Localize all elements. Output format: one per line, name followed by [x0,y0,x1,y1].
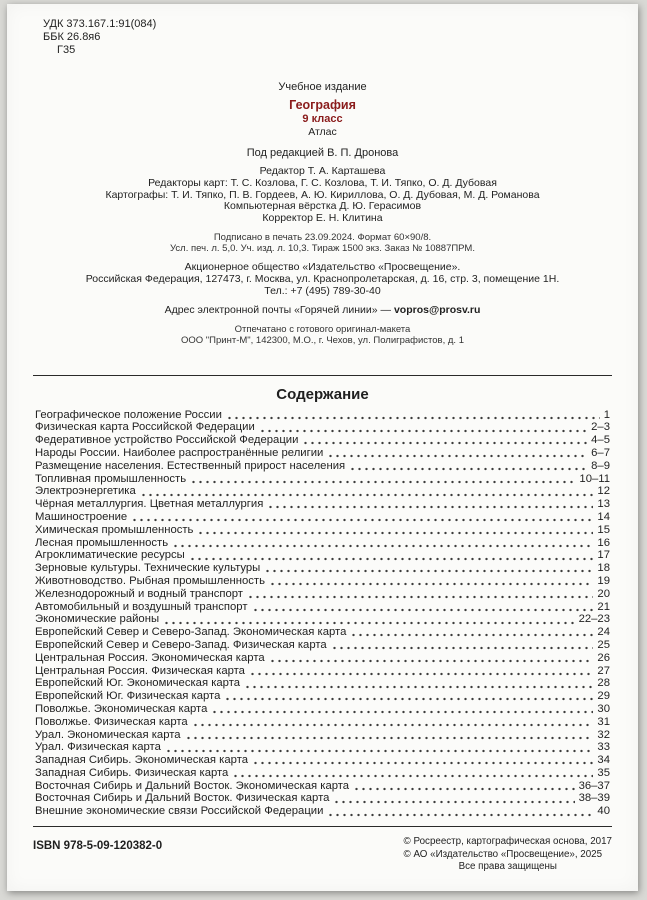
toc-entry-page: 29 [597,690,610,703]
toc-list [29,409,616,819]
toc-entry-title: Европейский Север и Северо-Запад. Физическая карта [35,638,327,651]
divider-top [33,375,612,376]
cartographers-line: Картографы: Т. И. Тяпко, П. В. Гордеев, А. Ю. Кириллова, О. Д. Дубовая, М. Д. Романова [105,188,540,201]
publisher-name: Акционерное общество «Издательство «Просвещение». [184,260,461,273]
dot-leader [327,805,593,818]
toc-entry [35,421,610,434]
toc-entry [35,729,610,742]
toc-entry [35,434,610,447]
print-info-line-2: Усл. печ. л. 5,0. Уч. изд. л. 10,3. Тираж 1500 экз. Заказ № 10887ПРМ. [170,242,475,254]
dot-leader [252,601,594,614]
dot-leader [331,639,594,652]
dot-leader [252,754,593,767]
copyright-block [404,836,612,874]
toc-entry-page: 36–37 [578,779,610,792]
book-subtitle: Атлас [308,126,337,138]
toc-entry [35,613,610,626]
toc-entry-page: 40 [597,805,610,818]
publisher-block [29,261,616,297]
imprint-block [29,81,616,347]
toc-entry-page: 13 [597,498,610,511]
toc-entry-page: 28 [597,677,610,690]
toc-entry-title: Урал. Физическая карта [35,741,161,754]
copyright-line-2: © АО «Издательство «Просвещение», 2025 [403,848,603,860]
toc-entry-page: 31 [597,715,610,728]
edited-by: Под редакцией В. П. Дронова [246,147,399,159]
dot-leader [190,473,575,486]
toc-entry [35,805,610,818]
dot-leader [185,729,594,742]
toc-entry-title: Внешние экономические связи Российской Федерации [35,805,324,818]
toc-entry-title: Западная Сибирь. Экономическая карта [35,754,249,767]
toc-entry-page: 16 [597,536,610,549]
printer-block [29,325,616,347]
isbn: ISBN 978-5-09-120382-0 [33,840,163,853]
toc-entry-page: 19 [597,574,610,587]
divider-bottom [33,826,612,827]
hotline-label: Адрес электронной почты «Горячей линии» — [164,303,394,316]
toc-entry [35,511,610,524]
bbk-line: ББК 26.8я6 [43,31,101,43]
printed-from-line: Отпечатано с готового оригинал-макета [234,323,411,335]
toc-entry-title: Поволжье. Физическая карта [35,715,188,728]
toc-entry-page: 14 [597,510,610,523]
toc-entry [35,741,610,754]
toc-entry-title: Центральная Россия. Экономическая карта [35,651,265,664]
dot-leader [264,562,593,575]
toc-entry-page: 32 [597,728,610,741]
copyright-line-1: © Росреестр, картографическая основа, 2017 [403,836,612,848]
dot-leader [131,511,593,524]
toc-entry [35,473,610,486]
toc-entry-page: 8–9 [591,459,610,472]
dot-leader [244,677,593,690]
dot-leader [269,652,594,665]
classification-block [43,18,616,57]
toc-entry [35,575,610,588]
dot-leader [259,421,587,434]
dot-leader [224,690,593,703]
toc-entry [35,754,610,767]
dot-leader [302,434,587,447]
toc-entry [35,639,610,652]
dot-leader [353,780,574,793]
contents-title: Содержание [276,385,369,403]
dot-leader [172,537,593,550]
toc-entry-title: Народы России. Наиболее распространённые религии [35,446,324,459]
toc-entry-page: 38–39 [578,792,610,805]
toc-entry [35,409,610,422]
toc-entry-title: Химическая промышленность [35,523,194,536]
toc-entry-page: 4–5 [591,434,610,447]
toc-entry-page: 21 [597,600,610,613]
toc-entry [35,716,610,729]
dot-leader [249,665,593,678]
toc-entry-title: Западная Сибирь. Физическая карта [35,766,229,779]
dot-leader [333,792,574,805]
book-title: География [289,98,356,112]
toc-entry-title: Агроклиматические ресурсы [35,549,185,562]
print-info-block [29,232,616,254]
toc-entry-page: 27 [597,664,610,677]
publisher-phone: Тел.: +7 (495) 789-30-40 [264,284,381,297]
hotline-line [29,304,616,316]
toc-entry-title: Физическая карта Российской Федерации [35,421,255,434]
toc-entry-title: Экономические районы [35,613,160,626]
toc-entry-title: Географическое положение России [35,408,222,421]
toc-entry-title: Европейский Юг. Физическая карта [35,690,221,703]
toc-entry-page: 17 [597,549,610,562]
toc-entry-title: Автомобильный и воздушный транспорт [35,600,248,613]
toc-entry [35,677,610,690]
toc-entry-page: 34 [597,754,610,767]
toc-entry-title: Машиностроение [35,510,128,523]
toc-entry-title: Центральная Россия. Физическая карта [35,664,245,677]
toc-entry-title: Поволжье. Экономическая карта [35,702,208,715]
toc-entry-page: 30 [597,702,610,715]
toc-entry [35,665,610,678]
toc-entry [35,652,610,665]
toc-entry [35,767,610,780]
toc-entry [35,485,610,498]
toc-entry-page: 25 [597,638,610,651]
dot-leader [269,575,593,588]
dot-leader [232,767,593,780]
toc-entry-page: 26 [597,651,610,664]
printer-line: ООО "Принт-М", 142300, М.О., г. Чехов, ул. Полиграфистов, д. 1 [181,334,464,346]
toc-entry-title: Размещение населения. Естественный прирост населения [35,459,346,472]
dot-leader [247,588,593,601]
proofreader-line: Корректор Е. Н. Клитина [262,212,383,225]
layout-line: Компьютерная вёрстка Д. Ю. Герасимов [223,200,422,213]
hotline-email: vopros@prosv.ru [393,303,481,316]
toc-entry [35,537,610,550]
book-code: Г35 [57,44,76,56]
editor-line: Редактор Т. А. Карташева [259,165,386,177]
toc-entry [35,601,610,614]
toc-entry-title: Лесная промышленность [35,536,169,549]
toc-entry-page: 35 [597,766,610,779]
dot-leader [226,409,600,422]
toc-entry [35,792,610,805]
map-editors-line: Редакторы карт: Т. С. Козлова, Г. С. Козлова, Т. И. Тяпко, О. Д. Дубовая [148,176,497,189]
toc-entry [35,562,610,575]
toc-entry [35,588,610,601]
toc-entry-page: 24 [597,626,610,639]
toc-entry-page: 6–7 [591,446,610,459]
book-imprint-page [7,4,638,891]
publisher-address: Российская Федерация, 127473, г. Москва, ул. Краснопролетарская, д. 16, стр. 3, помещение 1Н. [85,272,560,285]
udk-line: УДК 373.167.1:91(084) [43,18,157,30]
toc-entry-page: 18 [597,562,610,575]
dot-leader [163,613,574,626]
toc-entry [35,703,610,716]
toc-entry [35,626,610,639]
staff-block [29,166,616,225]
dot-leader [197,524,593,537]
toc-entry-page: 22–23 [578,613,610,626]
edition-type: Учебное издание [278,81,367,93]
toc-entry [35,460,610,473]
toc-entry-page: 12 [597,485,610,498]
toc-entry-title: Электроэнергетика [35,485,136,498]
book-grade: 9 класс [302,113,343,125]
toc-entry [35,549,610,562]
toc-entry [35,498,610,511]
toc-entry-title: Зерновые культуры. Технические культуры [35,562,261,575]
dot-leader [165,741,594,754]
dot-leader [189,549,594,562]
toc-entry-title: Европейский Север и Северо-Запад. Экономическая карта [35,626,347,639]
dot-leader [211,703,593,716]
toc-entry [35,690,610,703]
toc-entry-title: Восточная Сибирь и Дальний Восток. Физическая карта [35,792,330,805]
toc-entry-title: Железнодорожный и водный транспорт [35,587,243,600]
toc-entry-title: Европейский Юг. Экономическая карта [35,677,241,690]
dot-leader [349,460,587,473]
dot-leader [140,485,594,498]
toc-entry-page: 15 [597,523,610,536]
toc-entry-title: Животноводство. Рыбная промышленность [35,574,265,587]
toc-entry-page: 20 [597,587,610,600]
dot-leader [267,498,593,511]
toc-entry-page: 10–11 [579,472,610,485]
print-info-line-1: Подписано в печать 23.09.2024. Формат 60×90/8. [213,231,432,243]
toc-entry [35,524,610,537]
toc-entry-page: 1 [603,408,610,421]
toc-entry [35,447,610,460]
toc-entry-title: Восточная Сибирь и Дальний Восток. Экономическая карта [35,779,350,792]
toc-entry-title: Урал. Экономическая карта [35,728,181,741]
copyright-line-3: Все права защищены [458,861,557,873]
dot-leader [327,447,587,460]
toc-entry [35,780,610,793]
dot-leader [192,716,594,729]
toc-entry-title: Топливная промышленность [35,472,187,485]
toc-entry-title: Федеративное устройство Российской Федерации [35,434,299,447]
toc-entry-page: 2–3 [591,421,610,434]
footer [29,836,616,874]
dot-leader [350,626,593,639]
toc-entry-title: Чёрная металлургия. Цветная металлургия [35,498,264,511]
toc-entry-page: 33 [597,741,610,754]
